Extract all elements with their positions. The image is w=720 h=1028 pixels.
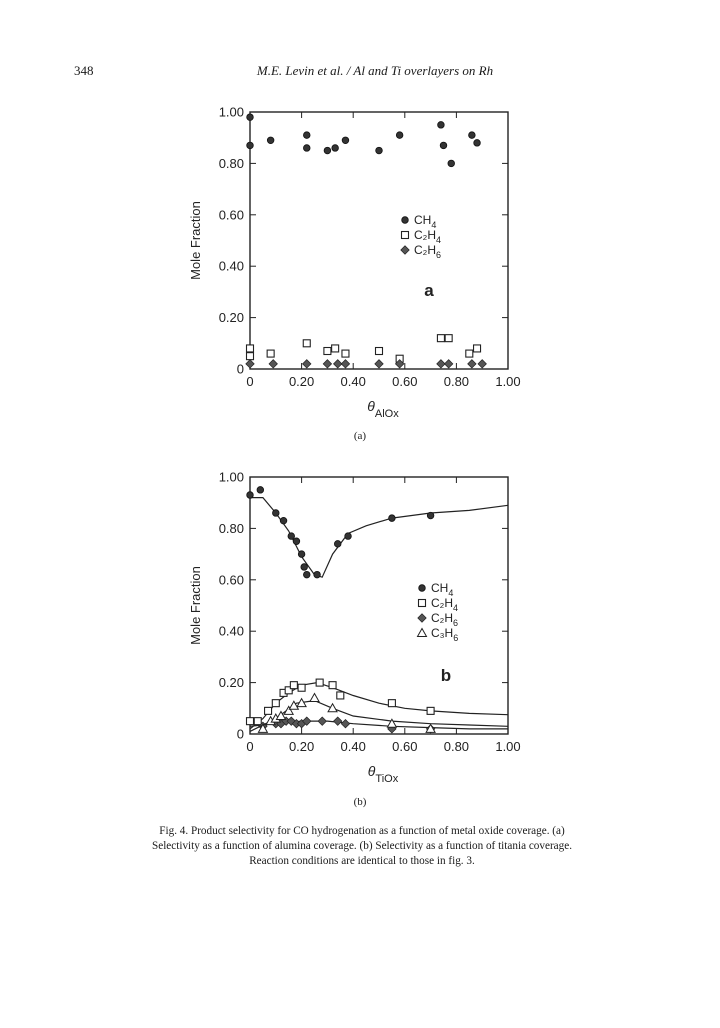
x-axis-label-subscript: TiOx	[375, 773, 399, 785]
data-point-square	[402, 232, 409, 239]
y-tick-label: 0.60	[218, 572, 244, 588]
data-point-diamond	[303, 360, 311, 368]
legend-label-base: C₂H	[431, 596, 453, 610]
data-point-diamond	[323, 360, 331, 368]
x-tick-label: 0.40	[340, 374, 366, 389]
data-point-diamond	[334, 360, 342, 368]
x-tick-label: 0.20	[288, 374, 315, 389]
data-point-circle	[301, 564, 308, 571]
data-point-circle	[257, 487, 264, 494]
data-point-square	[427, 707, 434, 714]
data-point-square	[329, 682, 336, 689]
y-tick-label: 0.40	[218, 623, 244, 639]
data-point-circle	[273, 510, 280, 517]
y-axis-label: Mole Fraction	[188, 201, 203, 280]
data-point-circle	[334, 541, 341, 548]
y-tick-label: 0.20	[218, 675, 244, 691]
data-point-diamond	[401, 246, 409, 254]
data-point-circle	[345, 533, 352, 540]
data-point-circle	[298, 551, 305, 558]
data-point-square	[419, 600, 426, 607]
data-point-circle	[376, 147, 383, 154]
caption-line-2: Selectivity as a function of alumina coverage. (b) Selectivity as a function of titania coverage.	[152, 840, 572, 852]
data-point-circle	[474, 140, 481, 147]
data-point-circle	[389, 515, 396, 522]
x-tick-label: 0.40	[340, 739, 366, 754]
data-point-circle	[293, 538, 300, 545]
data-point-circle	[324, 147, 331, 154]
data-point-circle	[332, 145, 339, 152]
data-point-circle	[314, 571, 321, 578]
legend	[418, 581, 459, 643]
legend-label-base: CH	[414, 213, 432, 227]
chart-panel-a	[188, 105, 521, 421]
data-point-circle	[419, 585, 426, 592]
legend-label-C3H6	[431, 626, 458, 643]
y-tick-label: 1.00	[218, 469, 244, 485]
caption-line-1: Fig. 4. Product selectivity for CO hydrogenation as a function of metal oxide coverage. (a)	[159, 825, 565, 837]
data-point-circle	[303, 145, 310, 152]
data-point-circle	[438, 122, 445, 129]
data-point-square	[376, 348, 383, 355]
series-CH4	[247, 114, 481, 167]
legend-label-sub: 6	[436, 250, 442, 260]
legend-label-C2H6	[414, 243, 441, 260]
legend-label-sub: 4	[453, 603, 459, 613]
y-axis-label: Mole Fraction	[188, 566, 203, 645]
data-point-square	[388, 700, 395, 707]
legend-label-base: C₃H	[431, 626, 454, 640]
data-point-diamond	[418, 614, 426, 622]
y-tick-label: 0.20	[218, 310, 244, 326]
data-point-square	[247, 718, 254, 725]
series-C2H6	[246, 360, 487, 368]
figure-caption	[80, 824, 644, 869]
x-tick-label: 1.00	[495, 374, 521, 389]
y-tick-label: 0	[236, 361, 244, 377]
legend-label-sub: 4	[431, 220, 437, 230]
data-point-square	[474, 345, 481, 352]
data-point-diamond	[375, 360, 383, 368]
panel-letter: a	[424, 281, 434, 300]
legend-label-base: C₂H	[431, 611, 453, 625]
page-number: 348	[74, 63, 94, 78]
legend-label-sub: 4	[448, 588, 454, 598]
data-point-circle	[247, 492, 254, 499]
data-point-circle	[396, 132, 403, 139]
data-point-square	[298, 684, 305, 691]
data-point-diamond	[334, 717, 342, 725]
running-title-text: M.E. Levin et al. / Al and Ti overlayers on Rh	[256, 63, 494, 78]
data-point-circle	[280, 517, 287, 524]
x-tick-label: 1.00	[495, 739, 521, 754]
data-point-diamond	[444, 360, 452, 368]
fit-curve-C3H6	[250, 701, 508, 732]
data-point-circle	[448, 160, 455, 167]
data-point-square	[337, 692, 344, 699]
data-point-diamond	[341, 720, 349, 728]
legend-label-base: C₂H	[414, 243, 436, 257]
data-point-diamond	[269, 360, 277, 368]
panel-a-label: (a)	[353, 430, 367, 442]
y-tick-label: 0.40	[218, 258, 244, 274]
data-point-triangle	[328, 704, 337, 712]
plot-frame	[250, 477, 508, 734]
data-point-circle	[440, 142, 447, 149]
data-point-square	[437, 335, 444, 342]
legend-label-base: C₂H	[414, 228, 436, 242]
data-point-circle	[247, 114, 254, 121]
panel-letter: b	[440, 666, 452, 685]
y-tick-label: 1.00	[218, 104, 244, 120]
data-point-square	[342, 350, 349, 357]
data-point-triangle	[310, 694, 319, 702]
data-point-square	[290, 682, 297, 689]
x-axis-label-subscript: AlOx	[374, 408, 399, 420]
data-point-circle	[303, 571, 310, 578]
x-tick-label: 0.80	[443, 374, 470, 389]
data-point-triangle	[289, 701, 298, 709]
data-point-circle	[342, 137, 349, 144]
series-C2H4	[247, 335, 481, 363]
data-point-diamond	[468, 360, 476, 368]
x-axis-label	[368, 763, 399, 785]
y-tick-label: 0	[236, 726, 244, 742]
x-axis-label	[367, 398, 399, 420]
data-point-circle	[427, 512, 434, 519]
data-point-square	[247, 353, 254, 360]
panel-b-label: (b)	[353, 796, 367, 808]
x-axis-label-symbol: θ	[367, 763, 376, 779]
x-tick-label: 0	[246, 739, 254, 754]
x-tick-label: 0	[246, 374, 254, 389]
y-tick-label: 0.60	[218, 207, 244, 223]
data-point-square	[466, 350, 473, 357]
x-tick-label: 0.60	[392, 374, 418, 389]
x-tick-label: 0.20	[288, 739, 315, 754]
y-tick-label: 0.80	[218, 155, 244, 171]
data-point-square	[272, 700, 279, 707]
legend	[401, 213, 441, 260]
data-point-circle	[402, 217, 409, 224]
x-tick-label: 0.60	[392, 739, 418, 754]
series-CH4	[247, 487, 508, 578]
data-point-diamond	[246, 360, 254, 368]
data-point-square	[316, 679, 323, 686]
data-point-square	[332, 345, 339, 352]
data-point-square	[324, 348, 331, 355]
x-axis-label-symbol: θ	[367, 398, 375, 414]
data-point-circle	[247, 142, 254, 149]
data-point-diamond	[478, 360, 486, 368]
data-point-diamond	[341, 360, 349, 368]
legend-label-base: CH	[431, 581, 449, 595]
data-point-square	[267, 350, 274, 357]
y-tick-label: 0.80	[218, 520, 244, 536]
legend-label-sub: 6	[453, 618, 459, 628]
legend-label-sub: 6	[453, 633, 459, 643]
data-point-diamond	[437, 360, 445, 368]
legend-label-sub: 4	[436, 235, 442, 245]
data-point-triangle	[418, 629, 427, 637]
data-point-square	[247, 345, 254, 352]
data-point-square	[265, 707, 272, 714]
data-point-circle	[469, 132, 476, 139]
caption-line-3: Reaction conditions are identical to those in fig. 3.	[249, 855, 475, 867]
data-point-diamond	[318, 717, 326, 725]
data-point-square	[445, 335, 452, 342]
chart-panel-b	[188, 470, 521, 786]
data-point-square	[303, 340, 310, 347]
data-point-circle	[303, 132, 310, 139]
data-point-circle	[267, 137, 274, 144]
x-tick-label: 0.80	[443, 739, 470, 754]
data-point-circle	[288, 533, 295, 540]
data-point-square	[254, 718, 261, 725]
